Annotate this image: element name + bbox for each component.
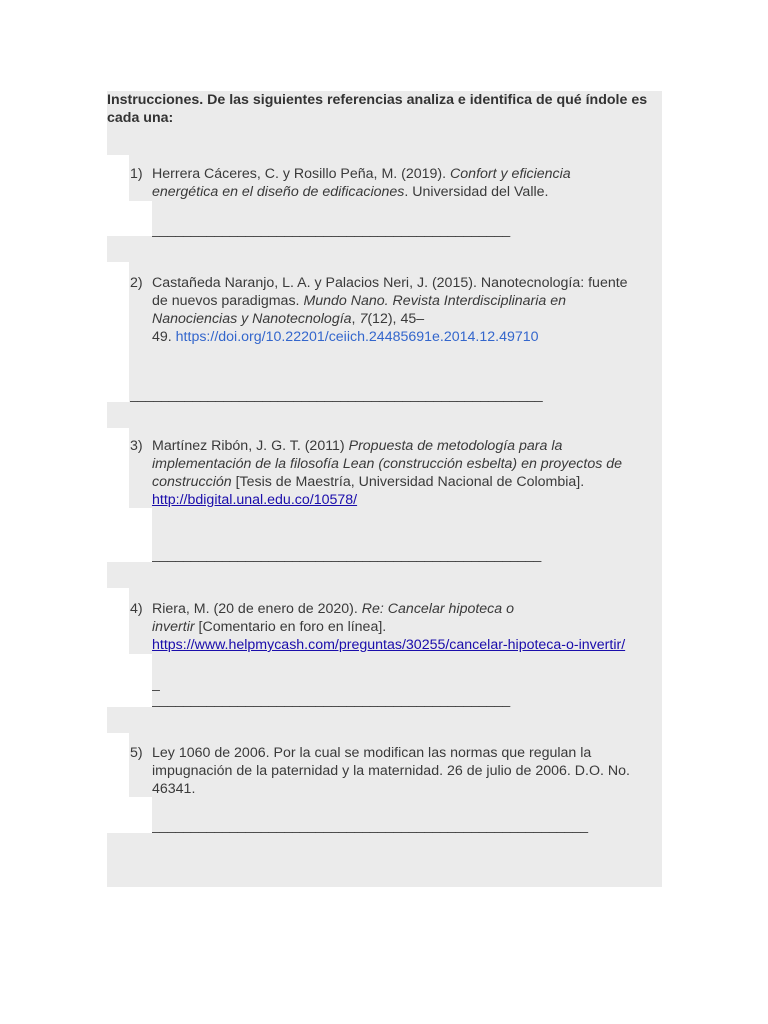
ref-2-number: 2) bbox=[130, 275, 143, 291]
ref-1-text: Herrera Cáceres, C. y Rosillo Peña, M. (2019). Confort y eficiencia energética en el diseño de edificaciones. Universidad del Valle. bbox=[152, 166, 571, 200]
shade-gap-4 bbox=[107, 707, 662, 733]
ref-4-text: Riera, M. (20 de enero de 2020). Re: Cancelar hipoteca o invertir [Comentario en foro en línea]. https://www.helpmycash.com/preguntas/30255/cancelar-hipoteca-o-invertir/ bbox=[152, 601, 626, 653]
ref-2-text: Castañeda Naranjo, L. A. y Palacios Neri, J. (2015). Nanotecnología: fuente de nuevos paradigmas. Mundo Nano. Revista Interdisciplinaria en Nanociencias y Nanotecnología, 7(12), 45– 49. https://doi.org/10.22201/ceiich.24485691e.2014.12.49710 bbox=[152, 275, 628, 345]
ref-3-number: 3) bbox=[130, 438, 143, 454]
ref-5-number: 5) bbox=[130, 745, 143, 761]
ref-3-link[interactable]: http://bdigital.unal.edu.co/10578/ bbox=[152, 492, 358, 508]
shade-gap-3 bbox=[107, 562, 662, 588]
ref-4-link[interactable]: https://www.helpmycash.com/preguntas/30255/cancelar-hipoteca-o-invertir/ bbox=[152, 637, 626, 653]
ref-2-doi-link[interactable]: https://doi.org/10.22201/ceiich.24485691e.2014.12.49710 bbox=[175, 329, 539, 345]
ref-1-number: 1) bbox=[130, 166, 143, 182]
ref-5-answer-line[interactable]: ________________________________________________________ bbox=[152, 817, 589, 833]
ref-2-answer-line[interactable]: _____________________________________________________ bbox=[130, 386, 543, 402]
shade-gap-1 bbox=[107, 236, 662, 262]
ref-4-answer-prefix: _ bbox=[152, 675, 160, 691]
ref-1-answer-line[interactable]: ______________________________________________ bbox=[152, 221, 511, 237]
ref-3-answer-line[interactable]: __________________________________________________ bbox=[152, 546, 542, 562]
instructions-heading: Instrucciones. De las siguientes referencias analiza e identifica de qué índole es cada una: bbox=[107, 92, 648, 126]
shade-footer bbox=[107, 833, 662, 887]
ref-3-text: Martínez Ribón, J. G. T. (2011) Propuesta de metodología para la implementación de la filosofía Lean (construcción esbelta) en proyectos de construcción [Tesis de Maestría, Universidad Nacional de Colombia]. http://bdigital.unal.edu.co/10578/ bbox=[152, 438, 623, 508]
ref-5-text: Ley 1060 de 2006. Por la cual se modifican las normas que regulan la impugnación de la paternidad y la maternidad. 26 de julio de 2006. D.O. No. 46341. bbox=[152, 745, 630, 797]
ref-4-number: 4) bbox=[130, 601, 143, 617]
shade-gap-2 bbox=[107, 402, 662, 428]
ref-4-answer-line[interactable]: ______________________________________________ bbox=[152, 691, 511, 707]
